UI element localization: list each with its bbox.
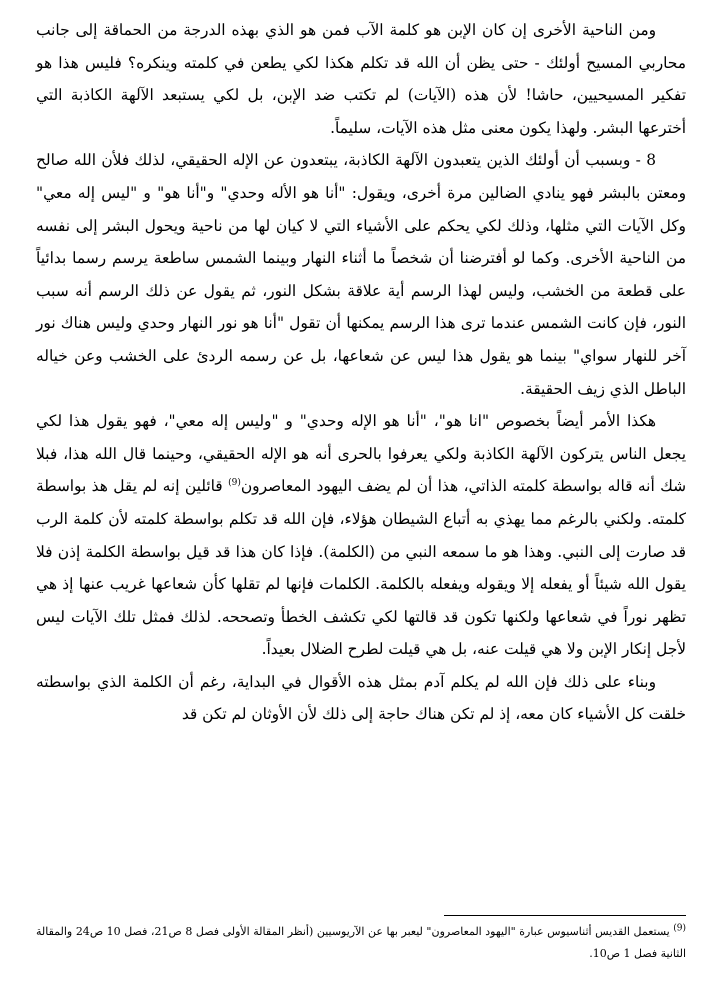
paragraph-1: ومن الناحية الأخرى إن كان الإبن هو كلمة الآب فمن هو الذي بهذه الدرجة من الحماقة إلى جانب محاربي المسيح أولئك - حتى يظن أن الله قد تكلم هكذا لكي يطعن في كلمته وينكره؟ فليس هذا هو تفكير المسيحيين، حاشا! لأن هذه (الآيات) لم تكتب ضد الإبن، بل لكي يستبعد الآلهة الكاذبة التي أخترعها البشر. ولهذا يكون معنى مثل هذه الآيات، سليماً. [36, 21, 686, 137]
paragraph-3-text: هكذا الأمر أيضاً بخصوص "انا هو"، "أنا هو الإله وحدي" و "وليس إله معي"، فهو يقول هذا لكي يجعل الناس يتركون الآلهة الكاذبة ولكي يعرفوا بالحرى أنه هو الإله الحقيقي، وحينما قال الله هذا، فبلا شك أنه قاله بواسطة كلمته الذاتي، هذا أن لم يضف اليهود المعاصرون [36, 412, 686, 496]
footnote-marker: (9) [673, 923, 687, 934]
paragraph-3 [36, 405, 686, 666]
footnote-reference[interactable]: (9) [228, 478, 241, 489]
paragraph-2: 8 - وبسبب أن أولئك الذين يتعبدون الآلهة الكاذبة، يبتعدون عن الإله الحقيقي، لذلك فلأن الله صالح ومعتن بالبشر فهو ينادي الضالين مرة أخرى، ويقول: "أنا هو الأله وحدي" و"أنا هو" و "ليس إله معي" وكل الآيات التي مثلها، وذلك لكي يحكم على الأشياء التي لا كيان لها من ناحية ويحول البشر إلى نفسه من الناحية الأخرى. وكما لو أفترضنا أن شخصاً ما أثناء النهار وبينما الشمس ساطعة يرسم رسما بدائياً على قطعة من الخشب، وليس لهذا الرسم أية علاقة بشكل النور، ثم يقول عن ذلك الرسم أنه سبب النور، فإن كانت الشمس عندما ترى هذا الرسم يمكنها أن تقول "أنا هو نور النهار وحدي وليس هناك نور آخر للنهار سواي" بينما هو يقول هذا ليس عن شعاعها، بل عن رسمه الردئ على الخشب وعن خياله الباطل الذي زيف الحقيقة. [36, 151, 686, 398]
footnote-divider [444, 915, 686, 916]
paragraph-3-continuation: قائلين إنه لم يقل هذ بواسطة كلمته. ولكني بالرغم مما يهذي به أتباع الشيطان هؤلاء، فإن الله قد تكلم بواسطة كلمته لأن كلمة الرب قد صارت إلى النبي. وهذا هو ما سمعه النبي من (الكلمة). فإذا كان هذا قد قيل بواسطة الكلمة إذن فلا يقول الله شيئاً أو يفعله إلا ويقوله ويفعله بالكلمة. الكلمات فإنها لم تقلها كأن شعاعها غريب عنها إذ هي تظهر نوراً في شعاعها ولكنها تكون قد قالتها لكي تكشف الخطأ وتصححه. لذلك فمثل تلك الآيات ليس لأجل إنكار الإبن ولا هي قيلت عنه، بل هي قيلت لطرح الضلال بعيداً. [36, 477, 686, 659]
paragraph-4: وبناء على ذلك فإن الله لم يكلم آدم بمثل هذه الأقوال في البداية، رغم أن الكلمة الذي بواسطته خلقت كل الأشياء كان معه، إذ لم تكن هناك حاجة إلى ذلك لأن الأوثان لم تكن قد [36, 672, 686, 724]
footnote-text: يستعمل القديس أثناسيوس عبارة "اليهود المعاصرون" ليعبر بها عن الآريوسيين (أنظر المقالة الأولى فصل 8 ص21، فصل 10 ص24 والمقالة الثانية فصل 1 ص10. [36, 925, 686, 960]
footnote [36, 921, 686, 965]
